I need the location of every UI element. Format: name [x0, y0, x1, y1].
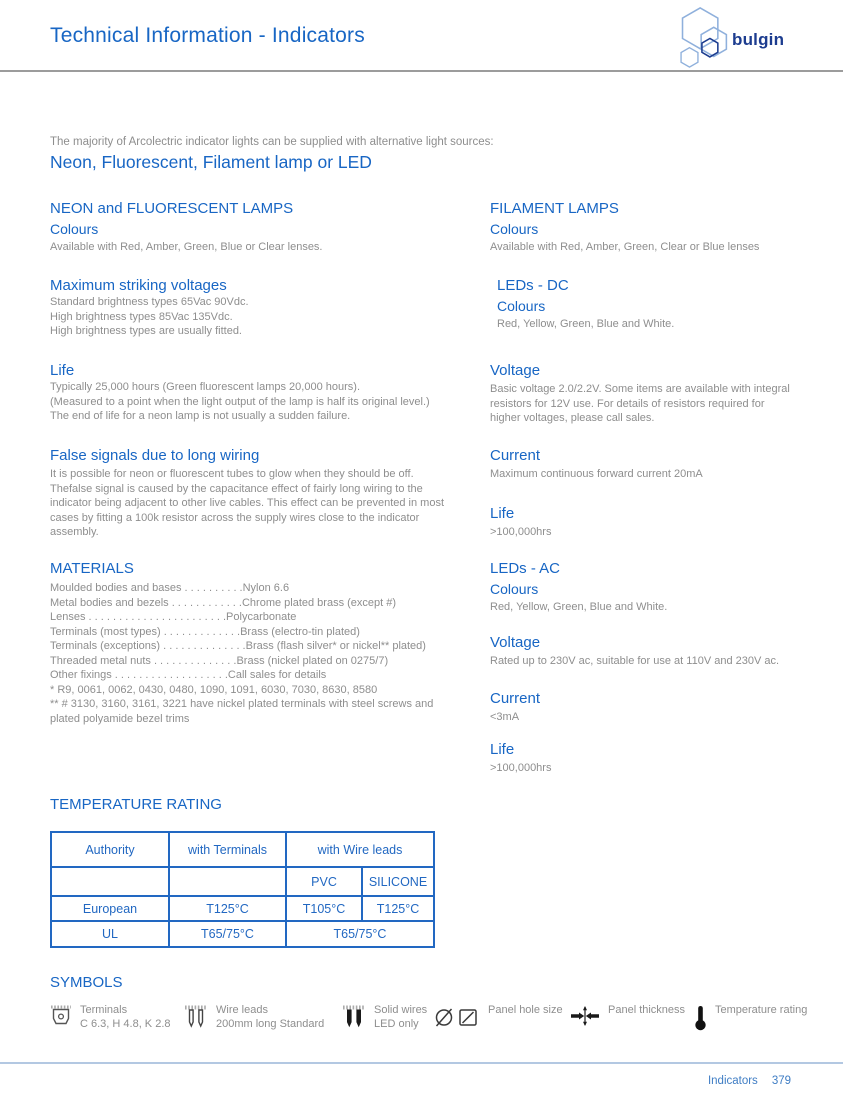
- section-neon-fluorescent: [50, 199, 460, 255]
- section-leds-dc: [490, 276, 820, 332]
- leds-ac-life-text: >100,000hrs: [490, 762, 552, 774]
- intro-highlight: Neon, Fluorescent, Filament lamp or LED: [50, 152, 372, 172]
- temperature-rating-title: TEMPERATURE RATING: [50, 796, 222, 813]
- terminals-icon: [50, 1005, 72, 1030]
- section-leds-ac-life: [490, 740, 810, 776]
- cell-wire-leads: T65/75°C: [286, 921, 434, 947]
- symbol-solid-wires-detail: LED only: [374, 1018, 419, 1030]
- leds-ac-colours-title: Colours: [490, 581, 539, 597]
- leds-ac-title: LEDs - AC: [490, 560, 561, 577]
- footer-section-label: Indicators: [707, 1075, 758, 1087]
- symbol-wire-leads-detail: 200mm long Standard: [216, 1018, 325, 1030]
- filament-colours-text: Available with Red, Amber, Green, Clear or Blue lenses: [490, 241, 760, 253]
- leds-dc-life-title: Life: [490, 505, 515, 522]
- section-leds-ac-voltage: [490, 633, 820, 669]
- leds-dc-colours-title: Colours: [497, 298, 546, 314]
- section-materials: [50, 559, 462, 726]
- table-subheader-row: [51, 867, 434, 896]
- section-leds-dc-current: [490, 446, 810, 482]
- empty-cell: [51, 867, 169, 896]
- temperature-table: [50, 831, 435, 948]
- bulgin-logo-text: bulgin: [732, 30, 785, 49]
- false-signals-text: It is possible for neon or fluorescent tubes to glow when they should be off. Thefalse signal is caused by the capacitance effect of fairly long wiring to the indicator being adjacent to other live cables. This effect can be prevented in most cases by fitting a 100k resistor across the supply wires close to the indicator assembly.: [50, 468, 444, 538]
- leds-ac-life-title: Life: [490, 741, 515, 758]
- bulgin-hexagons-icon: [676, 5, 736, 71]
- table-row-european: [51, 896, 434, 921]
- intro-block: [50, 136, 650, 173]
- intro-lead: The majority of Arcolectric indicator lights can be supplied with alternative light sources:: [50, 136, 494, 148]
- symbol-temperature-rating: [694, 1003, 810, 1031]
- section-striking-voltages: [50, 276, 460, 339]
- header-with-terminals: with Terminals: [169, 832, 286, 867]
- subheader-silicone: SILICONE: [362, 867, 434, 896]
- symbol-panel-thickness-label: Panel thickness: [608, 1004, 686, 1016]
- header-with-wire-leads: with Wire leads: [286, 832, 434, 867]
- symbol-wire-leads-label: Wire leads: [216, 1004, 268, 1016]
- striking-line: Standard brightness types 65Vac 90Vdc.: [50, 296, 249, 308]
- materials-line: Terminals (exceptions) . . . . . . . . . . . . . .Brass (flash silver* or nickel** plated): [50, 640, 426, 652]
- leds-dc-life-text: >100,000hrs: [490, 526, 552, 538]
- symbol-solid-wires-label: Solid wires: [374, 1004, 428, 1016]
- panel-hole-size-icon: [434, 1005, 480, 1029]
- leds-ac-colours-text: Red, Yellow, Green, Blue and White.: [490, 601, 668, 613]
- section-leds-dc-life: [490, 504, 810, 540]
- wire-leads-icon: [184, 1005, 208, 1031]
- materials-line: Threaded metal nuts . . . . . . . . . . . . . .Brass (nickel plated on 0275/7): [50, 654, 389, 667]
- materials-footnote: * R9, 0061, 0062, 0430, 0480, 1090, 1091, 6030, 7030, 8630, 8580: [50, 683, 378, 696]
- materials-title: MATERIALS: [50, 560, 134, 577]
- section-leds-ac: [490, 559, 820, 615]
- leds-ac-current-text: <3mA: [490, 711, 520, 723]
- section-false-signals: [50, 446, 458, 540]
- symbol-terminals-detail: C 6.3, H 4.8, K 2.8: [80, 1018, 171, 1030]
- page-title: Technical Information - Indicators: [50, 24, 365, 47]
- materials-footnote: ** # 3130, 3160, 3161, 3221 have nickel plated terminals with steel screws and plated polyamide bezel trims: [50, 698, 434, 725]
- neon-life-line: Typically 25,000 hours (Green fluorescent lamps 20,000 hours).: [50, 381, 360, 393]
- footer-page-number: 379: [771, 1075, 791, 1087]
- false-signals-title: False signals due to long wiring: [50, 447, 260, 464]
- table-row-ul: [51, 921, 434, 947]
- subheader-pvc: PVC: [286, 867, 362, 896]
- leds-dc-current-title: Current: [490, 447, 541, 464]
- footer-page-info: [708, 1075, 791, 1087]
- neon-life-title: Life: [50, 362, 75, 379]
- materials-line: Terminals (most types) . . . . . . . . . . . . .Brass (electro-tin plated): [50, 625, 360, 638]
- symbol-panel-hole-label: Panel hole size: [488, 1004, 563, 1016]
- neon-colours-title: Colours: [50, 221, 99, 237]
- leds-dc-voltage-text: Basic voltage 2.0/2.2V. Some items are available with integral resistors for 12V use. For details of resistors required for higher voltages, please call sales.: [490, 383, 790, 424]
- section-leds-dc-voltage: [490, 361, 790, 426]
- symbol-wire-leads: [184, 1003, 342, 1031]
- table-header-row: [51, 832, 434, 867]
- section-leds-ac-current: [490, 689, 810, 725]
- temperature-rating-icon: [694, 1005, 707, 1031]
- cell-terminals: T125°C: [169, 896, 286, 921]
- leds-ac-voltage-text: Rated up to 230V ac, suitable for use at 110V and 230V ac.: [490, 655, 780, 667]
- materials-line: Metal bodies and bezels . . . . . . . . . . . .Chrome plated brass (except #): [50, 596, 397, 609]
- solid-wires-icon: [342, 1005, 366, 1031]
- cell-silicone: T125°C: [362, 896, 434, 921]
- striking-line: High brightness types are usually fitted.: [50, 325, 242, 337]
- symbol-temperature-rating-label: Temperature rating: [715, 1004, 808, 1016]
- leds-dc-current-text: Maximum continuous forward current 20mA: [490, 468, 703, 480]
- cell-authority: UL: [51, 921, 169, 947]
- neon-title: NEON and FLUORESCENT LAMPS: [50, 200, 294, 217]
- panel-thickness-icon: [570, 1005, 600, 1027]
- leds-ac-voltage-title: Voltage: [490, 634, 541, 651]
- symbols-legend: [50, 1003, 810, 1031]
- leds-dc-voltage-title: Voltage: [490, 362, 541, 379]
- neon-colours-text: Available with Red, Amber, Green, Blue or Clear lenses.: [50, 241, 323, 253]
- leds-dc-title: LEDs - DC: [497, 277, 569, 294]
- header-divider: [0, 70, 843, 72]
- neon-life-line: (Measured to a point when the light output of the lamp is half its original level.): [50, 395, 430, 408]
- empty-cell: [169, 867, 286, 896]
- leds-dc-colours-text: Red, Yellow, Green, Blue and White.: [497, 318, 675, 330]
- materials-line: Moulded bodies and bases . . . . . . . . . .Nylon 6.6: [50, 582, 290, 594]
- header-authority: Authority: [51, 832, 169, 867]
- symbol-panel-thickness: [570, 1003, 694, 1027]
- cell-authority: European: [51, 896, 169, 921]
- materials-line: Lenses . . . . . . . . . . . . . . . . . . . . . . .Polycarbonate: [50, 611, 297, 623]
- symbol-panel-hole-size: [434, 1003, 570, 1029]
- symbol-terminals: [50, 1003, 184, 1031]
- striking-title: Maximum striking voltages: [50, 277, 227, 294]
- symbols-title: SYMBOLS: [50, 974, 123, 991]
- footer-divider: [0, 1062, 843, 1064]
- section-filament: [490, 199, 820, 255]
- neon-life-line: The end of life for a neon lamp is not usually a sudden failure.: [50, 410, 351, 422]
- filament-colours-title: Colours: [490, 221, 539, 237]
- section-neon-life: [50, 361, 470, 424]
- materials-line: Other fixings . . . . . . . . . . . . . . . . . . .Call sales for details: [50, 669, 327, 681]
- striking-line: High brightness types 85Vac 135Vdc.: [50, 310, 233, 323]
- bulgin-logo: [676, 5, 784, 71]
- cell-terminals: T65/75°C: [169, 921, 286, 947]
- filament-title: FILAMENT LAMPS: [490, 200, 619, 217]
- cell-pvc: T105°C: [286, 896, 362, 921]
- symbol-solid-wires: [342, 1003, 434, 1031]
- leds-ac-current-title: Current: [490, 690, 541, 707]
- symbol-terminals-label: Terminals: [80, 1004, 128, 1016]
